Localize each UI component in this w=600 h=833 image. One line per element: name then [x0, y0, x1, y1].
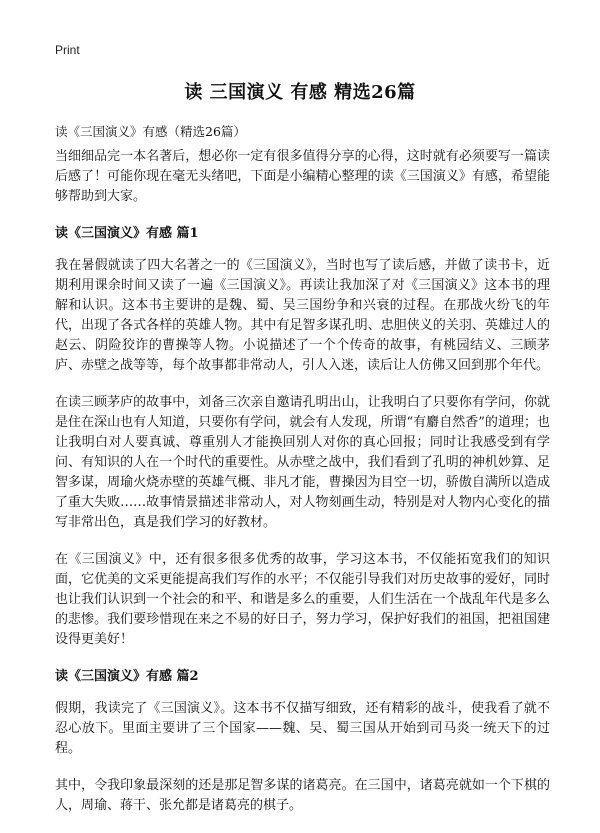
section-1-paragraph-1: 我在暑假就读了四大名著之一的《三国演义》，当时也写了读后感，并做了读书卡，近期利用课余时间又读了一遍《三国演义》。再读让我加深了对《三国演义》这本书的理解和认识。这本书主要讲的是魏、蜀、吴三国纷争和兴衰的过程。在那战火纷飞的年代，出现了各式各样的英雄人物。其中有足智多谋孔明、忠胆侠义的关羽、英雄过人的赵云、阴险狡诈的曹操等人物。小说描述了一个个传奇的故事，有桃园结义、三顾茅庐、赤壁之战等等，每个故事都非常动人，引人入迷，读后让人仿佛又回到那个年代。	[55, 258, 550, 373]
document-subtitle: 读《三国演义》有感（精选26篇）	[55, 124, 246, 139]
section-1-paragraph-3: 在《三国演义》中，还有很多很多优秀的故事，学习这本书，不仅能拓宽我们的知识面，它优美的文采更能提高我们写作的水平；不仅能引导我们对历史故事的爱好，同时也让我们认识到一个社会的和平、和谐是多么的重要，人们生活在一个战乱年代是多么的悲惨。我们要珍惜现在来之不易的好日子，努力学习，保护好我们的祖国，把祖国建设得更美好！	[55, 552, 550, 647]
section-2-paragraph-1: 假期，我读完了《三国演义》。这本书不仅描写细致，还有精彩的战斗，使我看了就不忍心放下。里面主要讲了三个国家——魏、吴、蜀三国从开始到司马炎一统天下的过程。	[55, 701, 550, 756]
article-body	[55, 147, 550, 833]
section-heading-2: 读《三国演义》有感 篇2	[55, 669, 199, 684]
section-heading-1: 读《三国演义》有感 篇1	[55, 226, 199, 241]
section-1-paragraph-2: 在读三顾茅庐的故事中，刘备三次亲自邀请孔明出山，让我明白了只要你有学问，你就是住在深山也有人知道，只要你有学问，就会有人发现，所谓“有麝自然香”的道理；也让我明白对人要真诚、尊重别人才能换回别人对你的真心回报；同时让我感受到有学问、有知识的人在一个时代的重要性。从赤壁之战中，我们看到了孔明的神机妙算、足智多谋，周瑜火烧赤壁的英雄气概、非凡才能，曹操因为目空一切，骄傲自满所以造成了重大失败……故事情景描述非常动人，对人物刻画生动，特别是对人物内心变化的描写非常出色，真是我们学习的好教材。	[55, 395, 550, 530]
section-2-paragraph-2: 其中，令我印象最深刻的还是那足智多谋的诸葛亮。在三国中，诸葛亮就如一个下棋的人，周瑜、蒋干、张允都是诸葛亮的棋子。	[55, 778, 550, 813]
page-title: 读 三国演义 有感 精选26篇	[184, 82, 416, 103]
print-link[interactable]: Print	[55, 43, 80, 57]
intro-paragraph: 当细细品完一本名著后，想必你一定有很多值得分享的心得，这时就有必须要写一篇读后感了！可能你现在毫无头绪吧，下面是小编精心整理的读《三国演义》有感，希望能够帮助到大家。	[55, 149, 550, 204]
